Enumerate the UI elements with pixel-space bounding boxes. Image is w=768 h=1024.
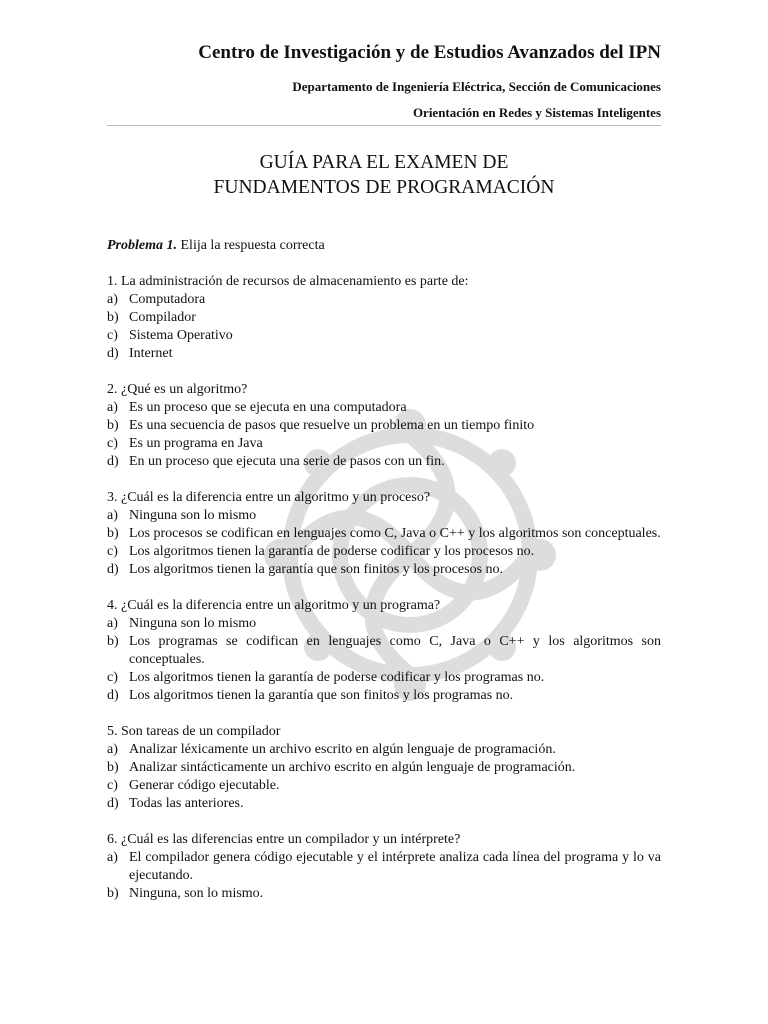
- answer-option: [107, 327, 661, 345]
- problem-heading: [107, 237, 661, 255]
- option-text: En un proceso que ejecuta una serie de pasos con un fin.: [129, 454, 445, 469]
- option-letter: a): [107, 508, 118, 523]
- answer-option: [107, 633, 661, 669]
- problem-instruction: Elija la respuesta correcta: [177, 238, 325, 253]
- option-letter: c): [107, 436, 118, 451]
- answer-option: [107, 525, 661, 543]
- option-text: Es una secuencia de pasos que resuelve un problema en un tiempo finito: [129, 418, 535, 433]
- option-letter: d): [107, 688, 119, 703]
- option-letter: c): [107, 670, 118, 685]
- option-text: Los algoritmos tienen la garantía que son finitos y los programas no.: [129, 688, 514, 703]
- question-item: [107, 597, 661, 705]
- answer-option: [107, 507, 661, 525]
- question-text: 3. ¿Cuál es la diferencia entre un algoritmo y un proceso?: [107, 490, 431, 505]
- answer-option: [107, 453, 661, 471]
- question-text: 2. ¿Qué es un algoritmo?: [107, 382, 248, 397]
- answer-option: [107, 885, 661, 903]
- answer-option: [107, 561, 661, 579]
- option-text: Los algoritmos tienen la garantía de poderse codificar y los procesos no.: [129, 544, 535, 559]
- answer-option: [107, 345, 661, 363]
- question-text: 6. ¿Cuál es las diferencias entre un compilador y un intérprete?: [107, 832, 461, 847]
- header-divider: [107, 125, 661, 126]
- option-letter: b): [107, 760, 119, 775]
- option-letter: c): [107, 778, 118, 793]
- answer-option: [107, 795, 661, 813]
- option-letter: d): [107, 796, 119, 811]
- question-text: 4. ¿Cuál es la diferencia entre un algoritmo y un programa?: [107, 598, 441, 613]
- answer-option: [107, 615, 661, 633]
- question-item: [107, 723, 661, 813]
- option-text: Ninguna son lo mismo: [129, 616, 257, 631]
- problem-number: Problema 1.: [107, 238, 177, 253]
- option-text: El compilador genera código ejecutable y el intérprete analiza cada línea del programa y lo va ejecutando.: [129, 850, 661, 883]
- orientation-heading: Orientación en Redes y Sistemas Inteligentes: [412, 105, 661, 120]
- department-heading: Departamento de Ingeniería Eléctrica, Sección de Comunicaciones: [292, 79, 661, 94]
- option-letter: b): [107, 886, 119, 901]
- question-item: [107, 489, 661, 579]
- option-letter: c): [107, 544, 118, 559]
- option-text: Ninguna, son lo mismo.: [129, 886, 264, 901]
- option-text: Generar código ejecutable.: [129, 778, 280, 793]
- option-letter: d): [107, 454, 119, 469]
- option-letter: d): [107, 562, 119, 577]
- option-letter: a): [107, 742, 118, 757]
- question-text: 5. Son tareas de un compilador: [107, 724, 281, 739]
- option-text: Internet: [129, 346, 173, 361]
- option-letter: c): [107, 328, 118, 343]
- answer-option: [107, 399, 661, 417]
- answer-option: [107, 849, 661, 885]
- answer-option: [107, 291, 661, 309]
- option-letter: b): [107, 526, 119, 541]
- option-letter: b): [107, 418, 119, 433]
- question-text: 1. La administración de recursos de almacenamiento es parte de:: [107, 274, 469, 289]
- answer-option: [107, 669, 661, 687]
- document-title-line-2: FUNDAMENTOS DE PROGRAMACIÓN: [213, 177, 555, 198]
- option-text: Es un proceso que se ejecuta en una computadora: [129, 400, 407, 415]
- answer-option: [107, 309, 661, 327]
- option-letter: a): [107, 850, 118, 865]
- document-title-line-1: GUÍA PARA EL EXAMEN DE: [259, 152, 509, 173]
- answer-option: [107, 687, 661, 705]
- answer-option: [107, 543, 661, 561]
- institution-heading: Centro de Investigación y de Estudios Avanzados del IPN: [198, 42, 661, 63]
- answer-option: [107, 777, 661, 795]
- answer-option: [107, 741, 661, 759]
- option-letter: a): [107, 400, 118, 415]
- option-text: Es un programa en Java: [129, 436, 263, 451]
- option-text: Los programas se codifican en lenguajes como C, Java o C++ y los algoritmos son conceptuales.: [129, 634, 661, 667]
- option-letter: b): [107, 634, 119, 649]
- question-list: [107, 273, 661, 903]
- option-text: Sistema Operativo: [129, 328, 233, 343]
- answer-option: [107, 417, 661, 435]
- answer-option: [107, 435, 661, 453]
- question-item: [107, 381, 661, 471]
- option-text: Todas las anteriores.: [129, 796, 244, 811]
- option-letter: d): [107, 346, 119, 361]
- option-letter: a): [107, 616, 118, 631]
- option-text: Compilador: [129, 310, 196, 325]
- option-text: Los algoritmos tienen la garantía de poderse codificar y los programas no.: [129, 670, 545, 685]
- document-body: [107, 237, 661, 921]
- option-text: Ninguna son lo mismo: [129, 508, 257, 523]
- option-text: Computadora: [129, 292, 206, 307]
- option-text: Los procesos se codifican en lenguajes como C, Java o C++ y los algoritmos son conceptuales.: [129, 526, 661, 541]
- option-letter: b): [107, 310, 119, 325]
- answer-option: [107, 759, 661, 777]
- option-text: Los algoritmos tienen la garantía que son finitos y los procesos no.: [129, 562, 504, 577]
- document-title: [107, 150, 661, 200]
- option-letter: a): [107, 292, 118, 307]
- option-text: Analizar léxicamente un archivo escrito en algún lenguaje de programación.: [129, 742, 556, 757]
- question-item: [107, 273, 661, 363]
- option-text: Analizar sintácticamente un archivo escrito en algún lenguaje de programación.: [129, 760, 576, 775]
- question-item: [107, 831, 661, 903]
